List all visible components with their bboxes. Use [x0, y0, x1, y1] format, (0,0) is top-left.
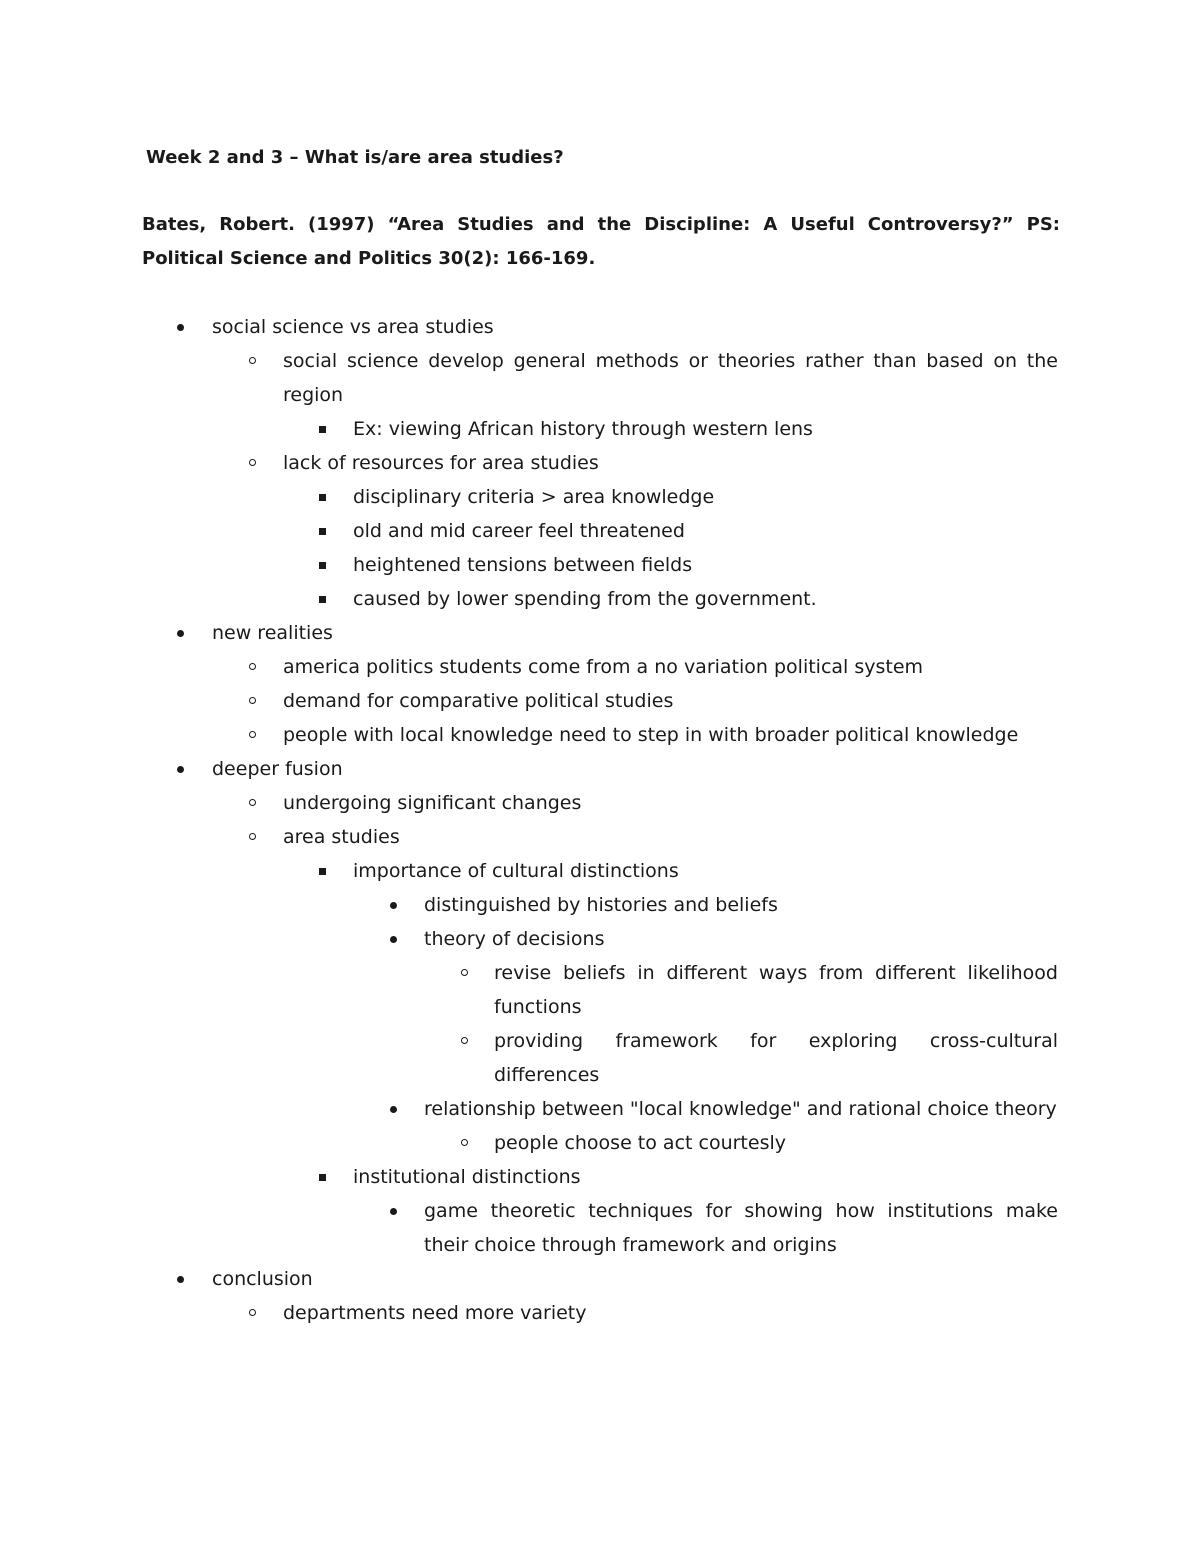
list-item-level-2: lack of resources for area studies	[283, 452, 599, 474]
list-item-level-3: old and mid career feel threatened	[353, 520, 685, 542]
list-item-level-5: revise beliefs in different ways from different likelihood functions	[494, 962, 1058, 1018]
list-item-level-5: people choose to act courtesly	[494, 1132, 786, 1154]
list-item-level-1: social science vs area studies	[212, 316, 494, 338]
list-item-level-1: new realities	[212, 622, 333, 644]
list-item-level-4: game theoretic techniques for showing how institutions make their choice through framework and origins	[424, 1200, 1058, 1256]
list-item-level-2: social science develop general methods or theories rather than based on the region	[283, 350, 1058, 406]
list-item-level-3: caused by lower spending from the government.	[353, 588, 817, 610]
list-item-level-3: heightened tensions between fields	[353, 554, 693, 576]
list-item-level-4: relationship between "local knowledge" and rational choice theory	[424, 1098, 1057, 1120]
list-item-level-4: distinguished by histories and beliefs	[424, 894, 778, 916]
list-item-level-1: deeper fusion	[212, 758, 343, 780]
list-item-level-3: institutional distinctions	[353, 1166, 581, 1188]
list-item-level-3: Ex: viewing African history through western lens	[353, 418, 813, 440]
list-item-level-5: providing framework for exploring cross-cultural differences	[494, 1030, 1058, 1086]
list-item-level-1: conclusion	[212, 1268, 313, 1290]
page-title: Week 2 and 3 – What is/are area studies?	[146, 147, 564, 168]
citation: Bates, Robert. (1997) “Area Studies and the Discipline: A Useful Controversy?” PS: Political Science and Politics 30(2): 166-169.	[142, 214, 1060, 269]
list-item-level-3: disciplinary criteria > area knowledge	[353, 486, 715, 508]
list-item-level-2: america politics students come from a no variation political system	[283, 656, 924, 678]
list-item-level-4: theory of decisions	[424, 928, 605, 950]
list-item-level-2: departments need more variety	[283, 1302, 587, 1324]
list-item-level-2: people with local knowledge need to step in with broader political knowledge	[283, 724, 1019, 746]
list-item-level-2: area studies	[283, 826, 400, 848]
list-item-level-2: demand for comparative political studies	[283, 690, 674, 712]
list-item-level-2: undergoing significant changes	[283, 792, 582, 814]
list-item-level-3: importance of cultural distinctions	[353, 860, 679, 882]
